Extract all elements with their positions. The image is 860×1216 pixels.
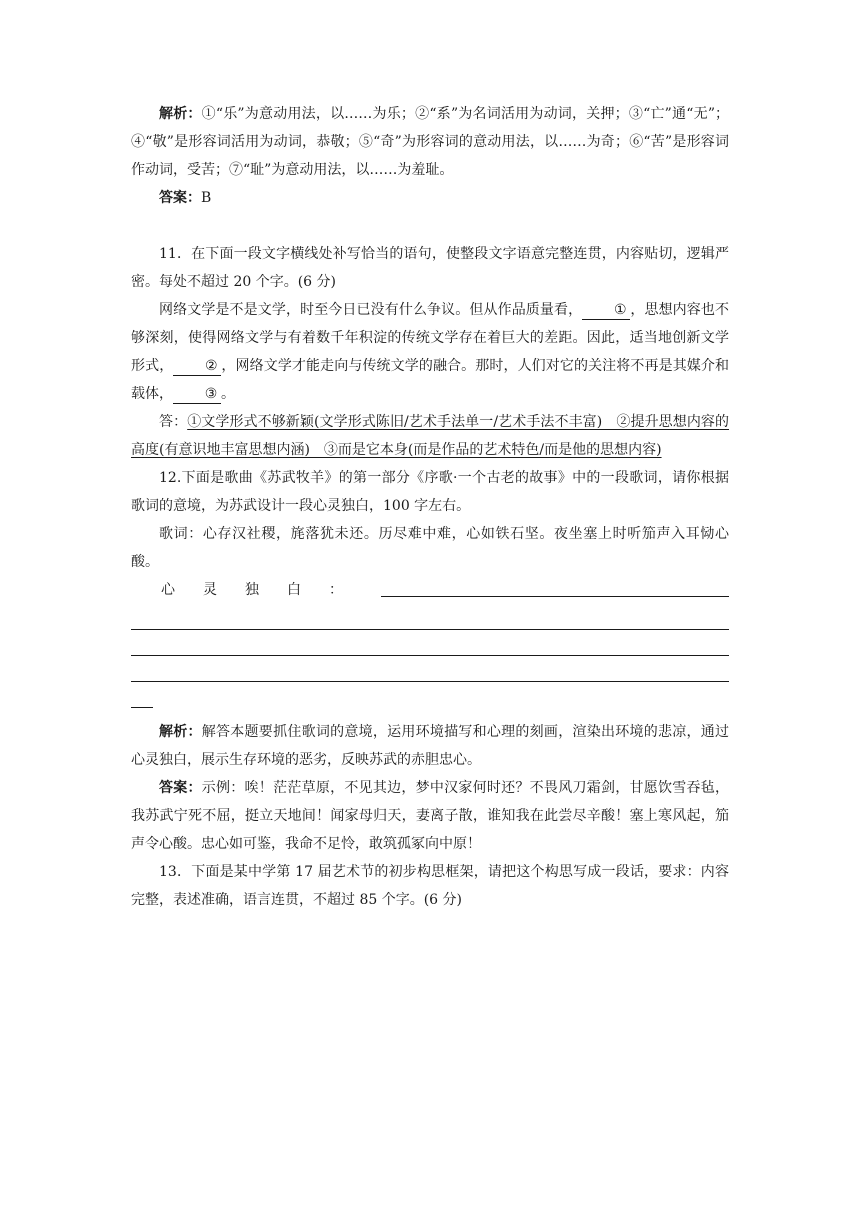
- monologue-char: ：: [329, 582, 343, 598]
- fill-blank-2[interactable]: ②: [173, 357, 221, 376]
- monologue-char: 白: [287, 582, 301, 598]
- answer-paragraph-2: [131, 774, 729, 858]
- analysis-text: 解答本题要抓住歌词的意境，运用环境描写和心理的刻画，渲染出环境的悲凉，通过心灵独白，展示生存环境的恶劣，反映苏武的赤胆忠心。: [131, 724, 730, 768]
- passage-part-c: ，网络文学才能走向与传统文学的融合。那时，人们对它的关注将不再是其媒介和载体，: [131, 358, 730, 402]
- question-11-stem: 11．在下面一段文字横线处补写恰当的语句，使整段文字语意完整连贯，内容贴切，逻辑严密。每处不超过 20 个字。(6 分): [131, 246, 729, 290]
- answer-label: 答案：: [159, 780, 202, 796]
- question-13-stem: 13．下面是某中学第 17 届艺术节的初步构思框架，请把这个构思写成一段话，要求：内容完整，表述准确，语言连贯，不超过 85 个字。(6 分): [131, 864, 729, 908]
- monologue-label-row: [131, 576, 729, 604]
- fill-blank-1[interactable]: ①: [582, 301, 630, 320]
- answer-line-first[interactable]: [381, 596, 729, 597]
- analysis-label: 解析：: [159, 106, 202, 122]
- passage-part-d: 。: [221, 386, 235, 402]
- answer-label: 答案：: [159, 190, 201, 206]
- passage-part-a: 网络文学是不是文学，时至今日已没有什么争议。但从作品质量看，: [159, 302, 583, 318]
- answer-paragraph-1: [131, 184, 729, 212]
- question-11-passage: [131, 296, 729, 408]
- analysis-label: 解析：: [159, 724, 202, 740]
- answer-underlined-text: ①文学形式不够新颖(文学形式陈旧/艺术手法单一/艺术手法不丰富) ②提升思想内容的高度(有意识地丰富思想内涵) ③而是它本身(而是作品的艺术特色/而是他的思想内容): [131, 414, 730, 458]
- answer-line[interactable]: [131, 656, 729, 682]
- answer-line[interactable]: [131, 630, 729, 656]
- analysis-paragraph-1: [131, 100, 729, 184]
- question-12-stem: 12.下面是歌曲《苏武牧羊》的第一部分《序歌·一个古老的故事》中的一段歌词，请你根据歌词的意境，为苏武设计一段心灵独白，100 字左右。: [131, 470, 729, 514]
- answer-prefix: 答：: [159, 414, 188, 430]
- answer-line[interactable]: [131, 604, 729, 630]
- question-11-answer: [131, 408, 729, 464]
- monologue-char: 独: [245, 582, 259, 598]
- passage-part-b: ，思想内容也不够深刻，使得网络文学与有着数千年积淀的传统文学存在着巨大的差距。因此，适当地创新文学形式，: [131, 302, 730, 374]
- answer-text: B: [201, 190, 212, 206]
- answer-line-end[interactable]: [131, 682, 153, 708]
- analysis-text: ①“乐”为意动用法，以……为乐；②“系”为名词活用为动词，关押；③“亡”通“无”；④“敬”是形容词活用为动词，恭敬；⑤“奇”为形容词的意动用法，以……为奇；⑥“苦”是形容词作动词，受苦；⑦“耻”为意动用法，以……为羞耻。: [131, 106, 729, 178]
- spacer: [131, 708, 729, 718]
- answer-text: 示例：唉！茫茫草原，不见其边，梦中汉家何时还？不畏风刀霜剑，甘愿饮雪吞毡，我苏武宁死不屈，挺立天地间！闻家母归天，妻离子散，谁知我在此尝尽辛酸！塞上寒风起，笳声令心酸。忠心如可鉴，我命不足怜，敢筑孤冢向中原！: [131, 780, 730, 852]
- spacer: [131, 212, 729, 240]
- question-12-lyrics: 歌词：心存汉社稷，旄落犹未还。历尽难中难，心如铁石坚。夜坐塞上时听笳声入耳恸心酸。: [131, 526, 729, 570]
- fill-blank-3[interactable]: ③: [173, 385, 221, 404]
- monologue-char: 心: [161, 582, 175, 598]
- document-content: [131, 100, 729, 914]
- monologue-char: 灵: [203, 582, 217, 598]
- monologue-label: [161, 576, 371, 604]
- analysis-paragraph-2: [131, 718, 729, 774]
